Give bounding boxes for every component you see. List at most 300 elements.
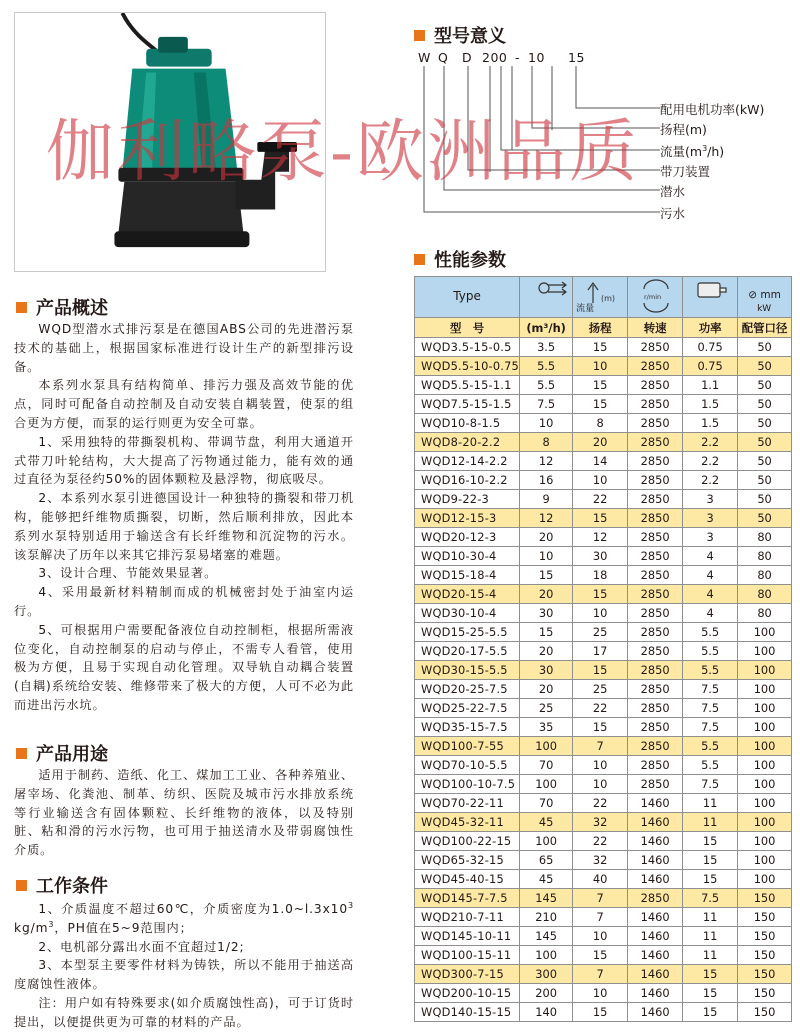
table-cell: 32 [573,851,628,870]
table-cell: 50 [738,490,792,509]
table-row [415,927,792,946]
table-cell: 20 [573,433,628,452]
table-cell: 7.5 [683,699,738,718]
table-cell: 2.2 [683,471,738,490]
table-cell: 5.5 [520,357,573,376]
table-cell: 15 [520,566,573,585]
bullet-square-icon [414,254,425,265]
code-d: D [462,50,473,65]
table-cell: 3 [683,528,738,547]
table-cell: 100 [520,946,573,965]
watermark-text: 伽利略泵-欧洲品质 [46,113,640,192]
table-cell: 2850 [628,414,683,433]
table-cell: WQD70-10-5.5 [415,756,520,775]
table-cell: 10 [520,414,573,433]
table-cell: 5.5 [683,642,738,661]
table-cell: 10 [520,547,573,566]
table-cell: 50 [738,357,792,376]
table-cell: 80 [738,566,792,585]
table-cell: WQD145-10-11 [415,927,520,946]
table-cell: 150 [738,965,792,984]
table-cell: 100 [738,775,792,794]
table-cell: 145 [520,927,573,946]
pipe-icon-cell: ⊘ mm [738,277,792,318]
table-row [415,851,792,870]
table-cell: 1.5 [683,414,738,433]
table-cell: 1460 [628,927,683,946]
table-cell: 0.75 [683,357,738,376]
svg-text:(m): (m) [601,294,616,303]
table-cell: 7 [573,889,628,908]
table-cell: 150 [738,927,792,946]
label-cutter: 带刀装置 [660,164,711,179]
table-cell: WQD10-8-1.5 [415,414,520,433]
table-cell: 50 [738,452,792,471]
table-row [415,623,792,642]
table-cell: WQD70-22-11 [415,794,520,813]
table-row [415,718,792,737]
conditions-text [14,900,354,1032]
rotation-icon [628,277,682,313]
model-meaning-heading: 型号意义 [414,22,506,48]
table-cell: 5.5 [683,661,738,680]
table-cell: 18 [573,566,628,585]
table-cell: 1460 [628,965,683,984]
table-cell: 15 [573,585,628,604]
table-cell: 50 [738,395,792,414]
condition-1: 1、介质温度不超过60℃，介质密度为$1.0\sim l.3x10^3$ $kg/m^3$，PH值在5~9范围内； [14,900,354,935]
table-cell: 7.5 [683,680,738,699]
motor-icon [683,277,737,303]
table-cell: 10 [573,471,628,490]
table-cell: 11 [683,813,738,832]
table-cell: 7.5 [683,718,738,737]
table-row [415,813,792,832]
table-cell: 4 [683,566,738,585]
code-flow: 200 [482,50,508,65]
table-cell: 15 [683,965,738,984]
table-cell: WQD100-22-15 [415,832,520,851]
table-cell: 2850 [628,490,683,509]
code-power: 15 [568,50,585,65]
table-cell: 15 [683,832,738,851]
table-cell: 100 [738,680,792,699]
table-row [415,528,792,547]
table-cell: WQD8-20-2.2 [415,433,520,452]
table-cell: 100 [520,832,573,851]
table-cell: 25 [520,699,573,718]
table-cell: 15 [683,1003,738,1022]
table-cell: 20 [520,528,573,547]
table-cell: WQD7.5-15-1.5 [415,395,520,414]
table-cell: 40 [573,870,628,889]
table-cell: WQD12-15-3 [415,509,520,528]
table-column-header [415,318,792,338]
flow-icon-cell: 流量 [520,277,573,318]
table-row [415,547,792,566]
table-cell: 5.5 [520,376,573,395]
table-row [415,471,792,490]
table-cell: 3.5 [520,338,573,357]
power-icon-cell: kW [683,277,738,318]
table-cell: 8 [573,414,628,433]
bullet-square-icon [16,302,27,313]
table-cell: 2.2 [683,452,738,471]
table-cell: 16 [520,471,573,490]
table-cell: 7.5 [683,889,738,908]
table-cell: 100 [738,718,792,737]
table-cell: WQD3.5-15-0.5 [415,338,520,357]
table-cell: WQD12-14-2.2 [415,452,520,471]
table-cell: 14 [573,452,628,471]
table-cell: 2850 [628,661,683,680]
table-cell: 50 [738,433,792,452]
table-cell: WQD45-32-11 [415,813,520,832]
table-cell: WQD10-30-4 [415,547,520,566]
column-flow: (m³/h) [520,318,573,338]
table-cell: 80 [738,604,792,623]
table-cell: 1460 [628,908,683,927]
table-cell: 22 [573,490,628,509]
table-cell: 10 [573,756,628,775]
table-cell: 15 [683,851,738,870]
table-cell: WQD35-15-7.5 [415,718,520,737]
table-cell: 100 [738,623,792,642]
table-cell: 150 [738,908,792,927]
table-cell: 10 [573,604,628,623]
table-cell: 17 [573,642,628,661]
condition-2: 2、电机部分露出水面不宜超过1/2; [38,939,245,954]
table-cell: 11 [683,927,738,946]
table-row [415,490,792,509]
usage-heading: 产品用途 [16,740,108,766]
table-row [415,1003,792,1022]
table-cell: 3 [683,490,738,509]
table-cell: 45 [520,870,573,889]
table-cell: 4 [683,547,738,566]
table-cell: 10 [573,927,628,946]
bullet-square-icon [16,748,27,759]
table-cell: 12 [573,528,628,547]
table-cell: WQD20-15-4 [415,585,520,604]
table-cell: 2850 [628,642,683,661]
table-cell: WQD5.5-15-1.1 [415,376,520,395]
table-cell: WQD65-32-15 [415,851,520,870]
table-cell: 30 [573,547,628,566]
table-cell: 7.5 [520,395,573,414]
code-q: Q [438,50,449,65]
table-cell: 45 [520,813,573,832]
diameter-icon: ⊘ [748,289,761,301]
table-row [415,376,792,395]
table-cell: 100 [738,661,792,680]
table-cell: WQD145-7-7.5 [415,889,520,908]
table-cell: 2850 [628,756,683,775]
table-cell: 11 [683,908,738,927]
table-cell: WQD5.5-10-0.75 [415,357,520,376]
table-cell: 100 [738,870,792,889]
table-cell: 10 [573,984,628,1003]
table-cell: 2850 [628,585,683,604]
performance-heading: 性能参数 [414,246,506,272]
table-cell: 100 [738,699,792,718]
table-cell: 1.5 [683,395,738,414]
table-cell: 2850 [628,395,683,414]
table-cell: 100 [738,642,792,661]
table-cell: 10 [573,357,628,376]
bullet-square-icon [414,30,425,41]
table-cell: 15 [573,661,628,680]
condition-note: 注：用户如有特殊要求(如介质腐蚀性高)，可于订货时提出，以便提供更为可靠的材料的产品。 [14,995,354,1029]
table-row [415,357,792,376]
table-cell: 2850 [628,471,683,490]
performance-table [414,276,792,1022]
table-cell: 1.1 [683,376,738,395]
column-model: 型 号 [415,318,520,338]
table-cell: 1460 [628,813,683,832]
table-row [415,604,792,623]
table-cell: 80 [738,528,792,547]
table-cell: 100 [520,737,573,756]
table-row [415,509,792,528]
table-row [415,395,792,414]
label-power: 配用电机功率(kW) [660,102,765,117]
table-cell: 145 [520,889,573,908]
table-row [415,680,792,699]
table-cell: 12 [520,452,573,471]
table-row [415,338,792,357]
table-cell: 2850 [628,528,683,547]
table-cell: WQD30-15-5.5 [415,661,520,680]
column-pipe: 配管口径 [738,318,792,338]
label-submersible: 潜水 [660,184,686,199]
code-w: W [418,50,431,65]
label-head: 扬程(m) [660,122,707,137]
table-cell: 7 [573,737,628,756]
table-cell: WQD20-25-7.5 [415,680,520,699]
table-cell: 22 [573,832,628,851]
table-row [415,699,792,718]
table-cell: 200 [520,984,573,1003]
table-row [415,661,792,680]
table-cell: 2850 [628,604,683,623]
table-row [415,984,792,1003]
table-cell: 2850 [628,452,683,471]
table-row [415,566,792,585]
table-cell: 2850 [628,699,683,718]
table-cell: 2850 [628,357,683,376]
table-cell: 8 [520,433,573,452]
table-cell: 70 [520,756,573,775]
table-cell: 50 [738,338,792,357]
table-row [415,642,792,661]
table-cell: WQD100-10-7.5 [415,775,520,794]
table-cell: 11 [683,946,738,965]
table-cell: 15 [573,338,628,357]
table-cell: 5.5 [683,623,738,642]
table-cell: 150 [738,946,792,965]
flow-arrows-icon [520,277,572,303]
table-cell: 15 [573,395,628,414]
table-cell: WQD25-22-7.5 [415,699,520,718]
table-cell: 100 [738,737,792,756]
table-cell: 3 [683,509,738,528]
table-cell: WQD100-15-11 [415,946,520,965]
table-cell: 25 [573,623,628,642]
table-cell: 20 [520,680,573,699]
table-cell: 15 [683,870,738,889]
table-cell: 210 [520,908,573,927]
table-cell: 22 [573,699,628,718]
table-row [415,452,792,471]
table-cell: 300 [520,965,573,984]
table-cell: 12 [520,509,573,528]
column-power: 功率 [683,318,738,338]
table-cell: 15 [573,1003,628,1022]
table-row [415,433,792,452]
label-flow: 流量$(m^3/h)$ [660,143,725,159]
table-cell: 20 [520,585,573,604]
table-cell: 100 [738,794,792,813]
table-cell: 2850 [628,889,683,908]
table-cell: 7 [573,908,628,927]
table-row [415,908,792,927]
table-cell: 1460 [628,832,683,851]
table-row [415,414,792,433]
table-cell: 80 [738,547,792,566]
table-row [415,870,792,889]
table-cell: 50 [738,376,792,395]
table-cell: 100 [738,851,792,870]
table-cell: 15 [573,946,628,965]
code-head: 10 [528,50,545,65]
table-cell: WQD140-15-15 [415,1003,520,1022]
table-cell: 1460 [628,794,683,813]
type-header: Type [415,277,520,318]
table-row [415,946,792,965]
table-cell: WQD30-10-4 [415,604,520,623]
column-speed: 转速 [628,318,683,338]
table-cell: 2850 [628,718,683,737]
table-row [415,756,792,775]
table-cell: 0.75 [683,338,738,357]
table-cell: 15 [683,984,738,1003]
table-cell: 1460 [628,946,683,965]
table-cell: 15 [573,509,628,528]
table-cell: 150 [738,1003,792,1022]
table-row [415,775,792,794]
table-cell: 4 [683,604,738,623]
table-cell: 35 [520,718,573,737]
table-cell: 65 [520,851,573,870]
table-cell: 1460 [628,870,683,889]
table-cell: 5.5 [683,756,738,775]
table-cell: WQD15-25-5.5 [415,623,520,642]
table-cell: 9 [520,490,573,509]
table-cell: 2850 [628,680,683,699]
table-cell: 50 [738,509,792,528]
table-cell: WQD16-10-2.2 [415,471,520,490]
conditions-heading: 工作条件 [16,872,108,898]
overview-heading: 产品概述 [16,294,108,320]
table-cell: WQD15-18-4 [415,566,520,585]
svg-text:r/min: r/min [644,293,662,301]
table-cell: 2850 [628,623,683,642]
column-head: 扬程 [573,318,628,338]
table-icon-header [415,277,792,318]
table-cell: 2850 [628,775,683,794]
table-cell: 4 [683,585,738,604]
table-cell: 150 [738,889,792,908]
table-cell: 2850 [628,338,683,357]
condition-3: 3、本型泵主要零件材料为铸铁，所以不能用于抽送高度腐蚀性液体。 [14,958,354,992]
table-cell: 100 [738,832,792,851]
table-cell: WQD20-17-5.5 [415,642,520,661]
table-cell: 10 [573,775,628,794]
table-cell: 2850 [628,509,683,528]
table-cell: 80 [738,585,792,604]
table-cell: 100 [520,775,573,794]
table-cell: 140 [520,1003,573,1022]
usage-text: 适用于制药、造纸、化工、煤加工工业、各种养殖业、屠宰场、化粪池、制革、纺织、医院及城市污水排放系统等行业输送含有固体颗粒、长纤维物的液体，以及特别脏、粘和滑的污水污物，也可用于抽送清水及带弱腐蚀性介质。 [14,768,354,858]
code-dash: - [515,50,521,65]
table-cell: WQD210-7-11 [415,908,520,927]
table-cell: 22 [573,794,628,813]
table-row [415,965,792,984]
head-arrow-icon [573,277,627,307]
table-cell: 50 [738,414,792,433]
table-cell: WQD300-7-15 [415,965,520,984]
table-cell: 1460 [628,984,683,1003]
table-row [415,794,792,813]
table-cell: 100 [738,756,792,775]
table-cell: 15 [573,718,628,737]
table-cell: 20 [520,642,573,661]
table-cell: 5.5 [683,737,738,756]
table-cell: 32 [573,813,628,832]
table-cell: 2850 [628,433,683,452]
overview-text: WQD型潜水式排污泵是在德国ABS公司的先进潜污泵技术的基础上，根据国家标准进行设计生产的新型排污设备。 本系列水泵具有结构简单、排污力强及高效节能的优点，同时可配备自动控制及自动安装自耦装置，使泵的组合更为方便，而泵的运行则更为安全可靠。 1、采用独特的带撕裂机构、带调节盘，利用大通道开式带刀叶轮结构，大大提高了污物通过能力，能有效的通过直径为泵径约50%的固体颗粒及悬浮物，彻底吸尽。 2、本系列水泵引进德国设计一种独特的撕裂和带刀机构，能够把纤维物质撕裂，切断，然后顺利排放，因此本系列水泵特别适用于输送含有长纤维物和沉淀物的污水。该泵解决了历年以来其它排污泵易堵塞的难题。 3、设计合理、节能效果显著。 4、采用最新材料精制而成的机械密封处于油室内运行。 5、可根据用户需要配备液位自动控制柜，根据所需液位变化，自动控制泵的启动与停止，不需专人看管，使用极为方便，且易于实现自动化管理。双导轨自动耦合装置(自耦)系统给安装、维修带来了极大的方便，人可不必为此而进出污水坑。 [14,322,354,712]
table-row [415,832,792,851]
table-cell: 25 [573,680,628,699]
table-cell: 2850 [628,547,683,566]
table-cell: 2850 [628,376,683,395]
table-cell: WQD9-22-3 [415,490,520,509]
speed-icon-cell [628,277,683,318]
table-cell: WQD100-7-55 [415,737,520,756]
table-cell: 7 [573,965,628,984]
table-cell: 1460 [628,1003,683,1022]
table-cell: 11 [683,794,738,813]
table-cell: 15 [573,376,628,395]
table-cell: 2850 [628,737,683,756]
table-cell: 1460 [628,851,683,870]
table-cell: 150 [738,984,792,1003]
table-cell: 2.2 [683,433,738,452]
bullet-square-icon [16,880,27,891]
table-cell: WQD20-12-3 [415,528,520,547]
head-icon-cell [573,277,628,318]
table-row [415,889,792,908]
table-cell: 30 [520,604,573,623]
table-cell: 15 [520,623,573,642]
table-cell: 2850 [628,566,683,585]
table-cell: WQD45-40-15 [415,870,520,889]
table-row [415,737,792,756]
table-cell: 100 [738,813,792,832]
table-cell: WQD200-10-15 [415,984,520,1003]
table-cell: 70 [520,794,573,813]
